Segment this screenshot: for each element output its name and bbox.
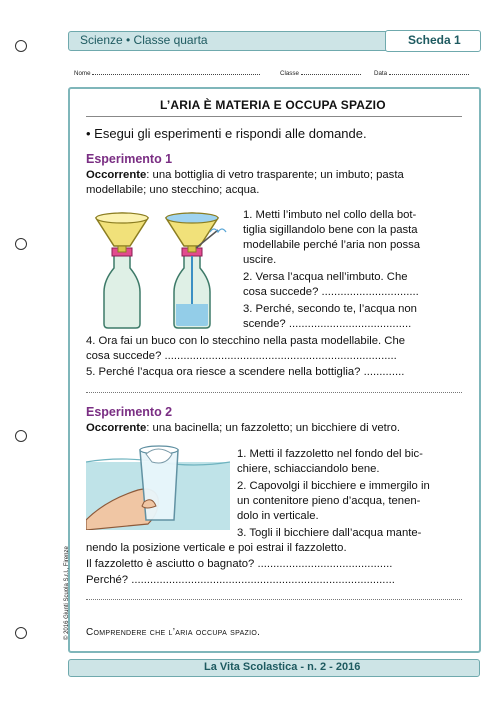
exp1-title: Esperimento 1 [86, 152, 173, 166]
answer-line [86, 392, 462, 393]
class-row [280, 68, 361, 77]
exp2-materials [86, 421, 400, 436]
name-row [74, 68, 260, 77]
classe-field [301, 68, 361, 75]
title-divider [86, 116, 462, 117]
nome-field [92, 68, 260, 75]
exp2-step3-line1: 3. Togli il bicchiere dall’acqua mante- [237, 527, 422, 539]
exp2-step2-line1: 2. Capovolgi il bicchiere e immergilo in [237, 480, 430, 492]
exp2-question2: Perché? .................................................................................... [86, 574, 395, 586]
exp1-step5: 5. Perché l’acqua ora riesce a scendere nella bottiglia? ............. [86, 366, 405, 378]
exp1-step1-line4: uscire. [243, 254, 277, 266]
nome-label: Nome [74, 70, 91, 77]
exp1-step2-line2: cosa succede? ............................... [243, 286, 419, 298]
exp2-step1-line2: chiere, schiacciandolo bene. [237, 463, 380, 475]
exp1-step2-line1: 2. Versa l’acqua nell’imbuto. Che [243, 271, 408, 283]
bottle-icon [166, 213, 226, 328]
exp1-step4-line1: 4. Ora fai un buco con lo stecchino nella pasta modellabile. Che [86, 335, 406, 347]
bottle-icon [96, 213, 148, 328]
header-title: Scienze • Classe quarta [80, 33, 208, 47]
exp1-step3-line2: scende? ....................................... [243, 318, 412, 330]
exp1-materials-cont: modellabile; uno stecchino; acqua. [86, 184, 260, 196]
date-row [374, 68, 469, 77]
exp1-materials-text: : una bottiglia di vetro trasparente; un imbuto; pasta [146, 169, 404, 181]
binder-hole [15, 627, 27, 639]
exp1-materials-label: Occorrente [86, 169, 147, 181]
exp1-step1-line3: modellabile perché l’aria non possa [243, 239, 421, 251]
exp2-materials-text: : una bacinella; un fazzoletto; un bicchiere di vetro. [146, 422, 400, 434]
data-field [389, 68, 469, 75]
exp2-step3-line2: nendo la posizione verticale e poi estrai il fazzoletto. [86, 542, 347, 554]
answer-line [86, 599, 462, 600]
binder-hole [15, 238, 27, 250]
bottles-illustration [92, 208, 228, 330]
classe-label: Classe [280, 70, 299, 77]
exp1-step3-line1: 3. Perché, secondo te, l’acqua non [243, 303, 417, 315]
exp1-step4-line2: cosa succede? .......................................................................... [86, 350, 397, 362]
worksheet-title: L’ARIA È MATERIA E OCCUPA SPAZIO [160, 98, 386, 112]
scheda-label: Scheda 1 [408, 33, 461, 47]
binder-hole [15, 40, 27, 52]
instruction: • Esegui gli esperimenti e rispondi alle domande. [86, 126, 367, 141]
exp1-step1-line2: tiglia sigillandolo bene con la pasta [243, 224, 418, 236]
exp1-step1-line1: 1. Metti l’imbuto nel collo della bot- [243, 209, 417, 221]
exp2-title: Esperimento 2 [86, 405, 173, 419]
glass-illustration [86, 440, 230, 530]
exp2-question1: Il fazzoletto è asciutto o bagnato? ........................................... [86, 558, 393, 570]
data-label: Data [374, 70, 388, 77]
exp2-step2-line3: dolo in verticale. [237, 510, 319, 522]
exp2-step2-line2: un contenitore pieno d’acqua, tenen- [237, 495, 421, 507]
exp1-materials [86, 168, 404, 183]
exp2-step1-line1: 1. Metti il fazzoletto nel fondo del bic- [237, 448, 423, 460]
exp2-materials-label: Occorrente [86, 422, 147, 434]
footer-text: La Vita Scolastica - n. 2 - 2016 [204, 661, 361, 673]
copyright: © 2016 Giunti Scuola S.r.l., Firenze [64, 546, 70, 640]
binder-hole [15, 430, 27, 442]
learning-objective: Comprendere che l’aria occupa spazio. [86, 627, 261, 638]
